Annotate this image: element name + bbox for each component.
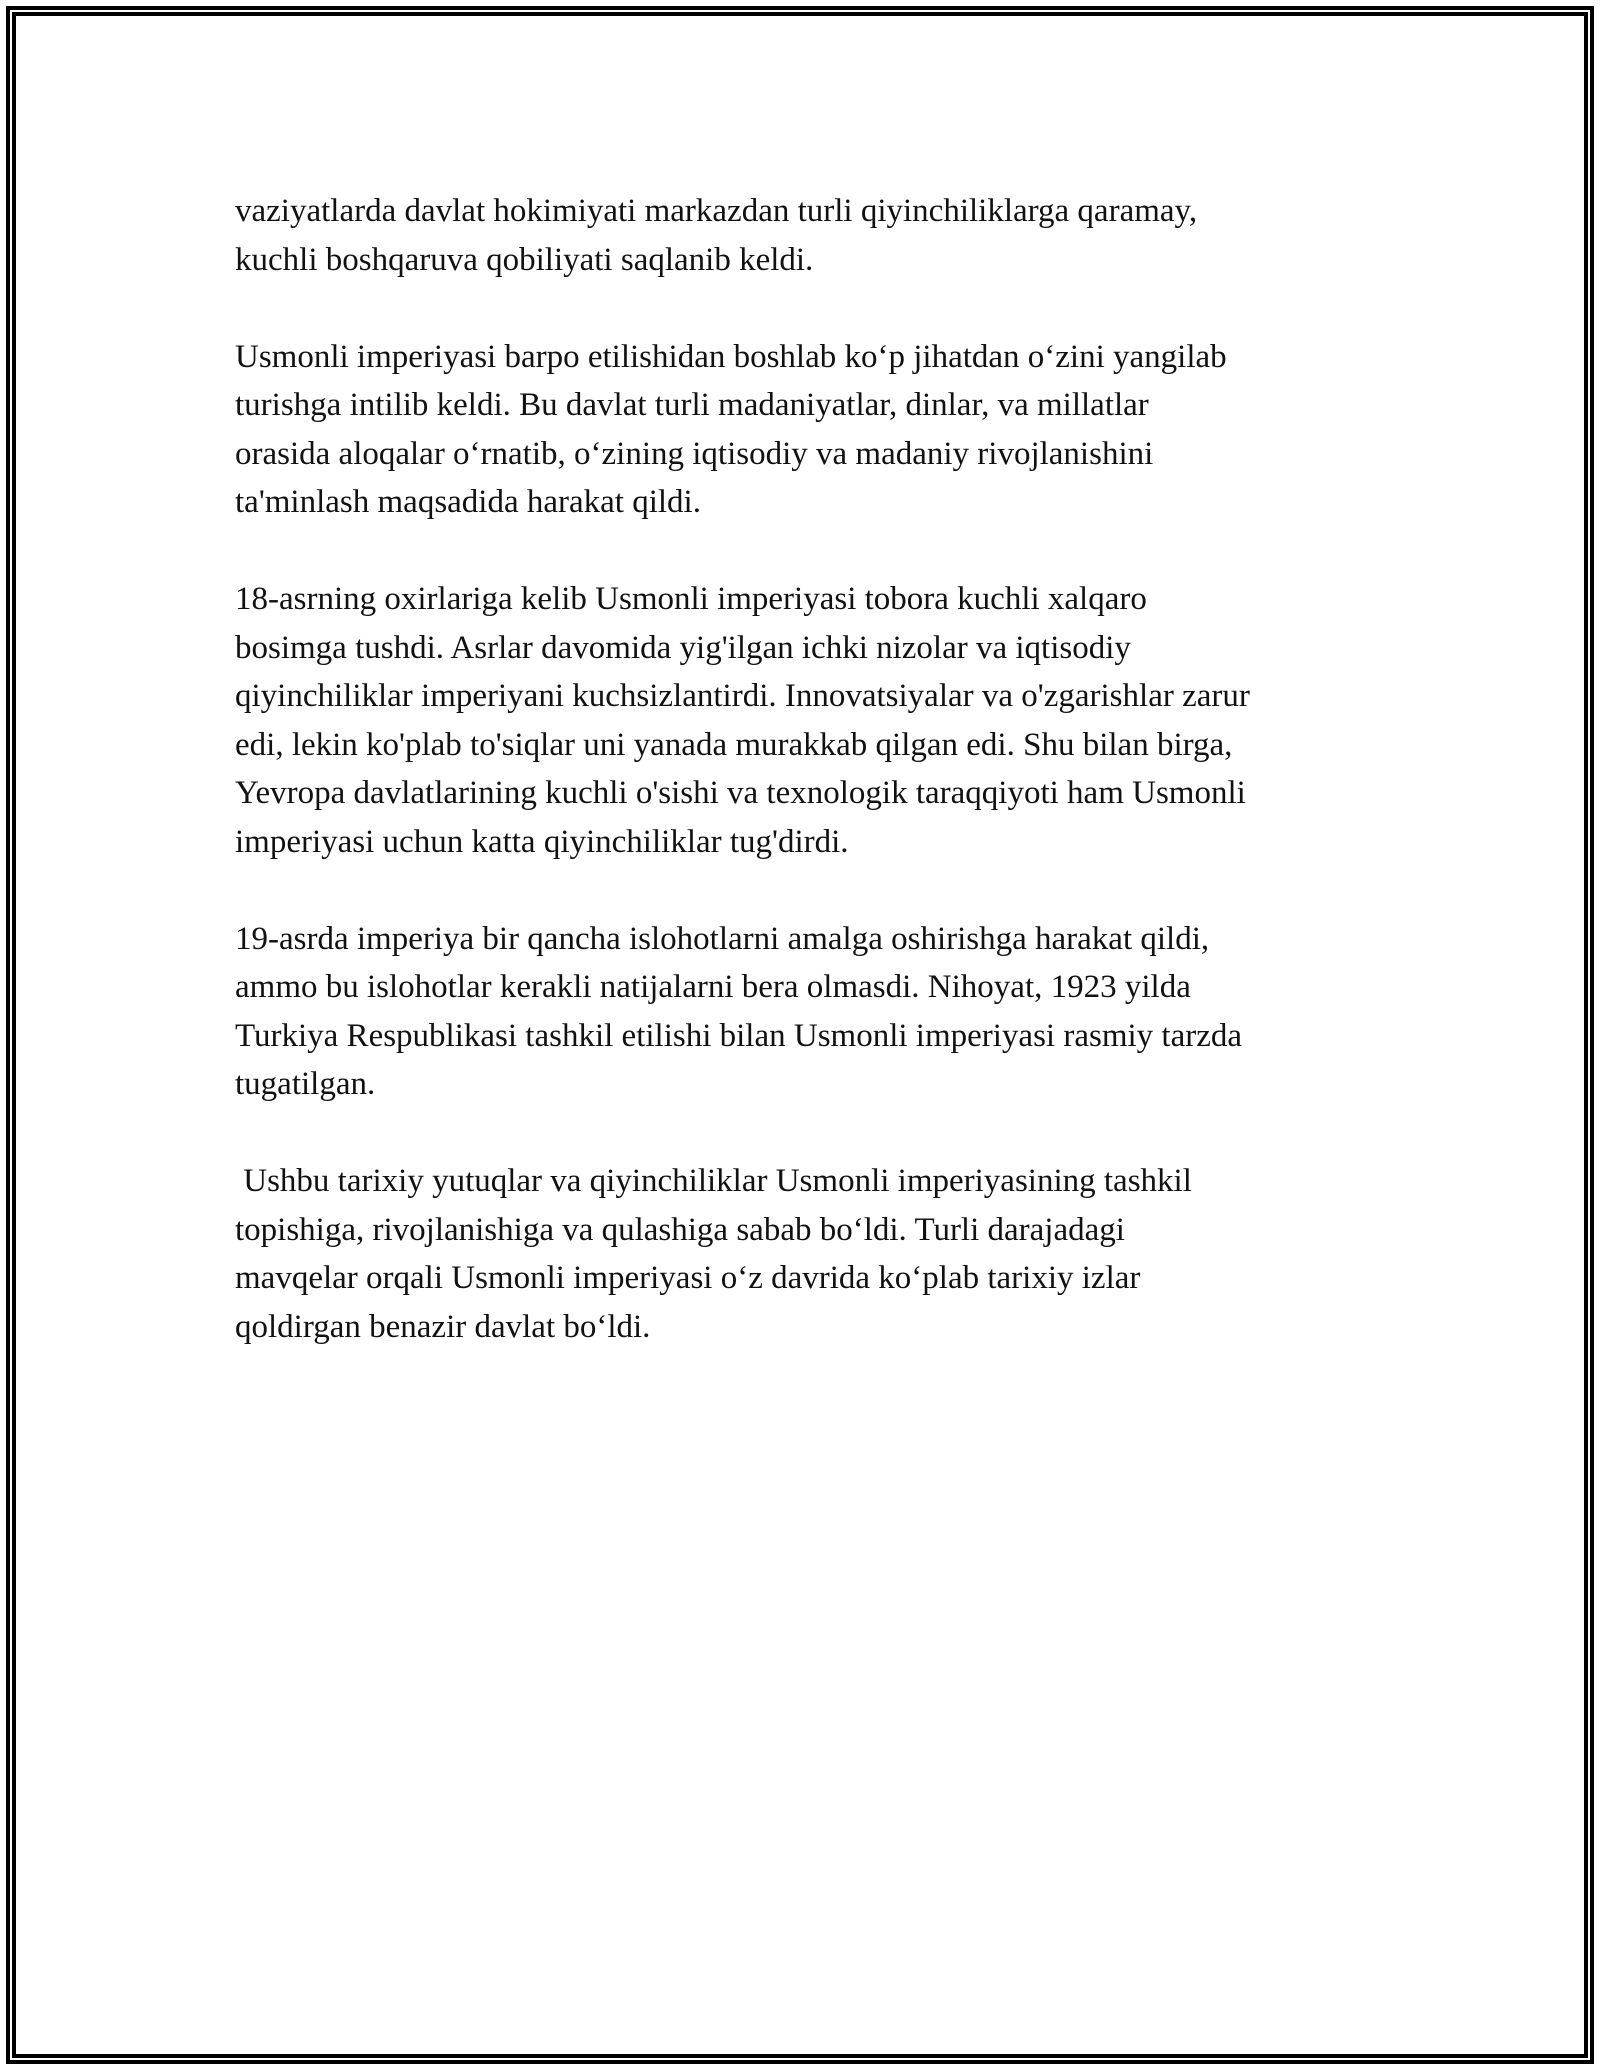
paragraph-3: 18-asrning oxirlariga kelib Usmonli imperiyasi tobora kuchli xalqaro bosimga tushdi. Asrlar davomida yig'ilgan ichki nizolar va iqtisodiy qiyinchiliklar imperiyani kuchsizlantirdi. Innovatsiyalar va o'zgarishlar zarur edi, lekin ko'plab to'siqlar uni yanada murakkab qilgan edi. Shu bilan birga, Yevropa davlatlarining kuchli o'sishi va texnologik taraqqiyoti ham Usmonli imperiyasi uchun katta qiyinchiliklar tug'dirdi. (235, 581, 1250, 860)
paragraph-5: Ushbu tarixiy yutuqlar va qiyinchiliklar Usmonli imperiyasining tashkil topishiga, rivojlanishiga va qulashiga sabab boʻldi. Turli darajadagi mavqelar orqali Usmonli imperiyasi oʻz davrida koʻplab tarixiy izlar qoldirgan benazir davlat boʻldi. (235, 1163, 1192, 1345)
document-body (235, 187, 1375, 1400)
paragraph-2: Usmonli imperiyasi barpo etilishidan boshlab koʻp jihatdan oʻzini yangilab turishga intilib keldi. Bu davlat turli madaniyatlar, dinlar, va millatlar orasida aloqalar oʻrnatib, oʻzining iqtisodiy va madaniy rivojlanishini ta'minlash maqsadida harakat qildi. (235, 338, 1227, 520)
paragraph-1: vaziyatlarda davlat hokimiyati markazdan turli qiyinchiliklarga qaramay, kuchli boshqaruva qobiliyati saqlanib keldi. (235, 193, 1198, 278)
paragraph-4: 19-asrda imperiya bir qancha islohotlarni amalga oshirishga harakat qildi, ammo bu islohotlar kerakli natijalarni bera olmasdi. Nihoyat, 1923 yilda Turkiya Respublikasi tashkil etilishi bilan Usmonli imperiyasi rasmiy tarzda tugatilgan. (235, 920, 1242, 1102)
